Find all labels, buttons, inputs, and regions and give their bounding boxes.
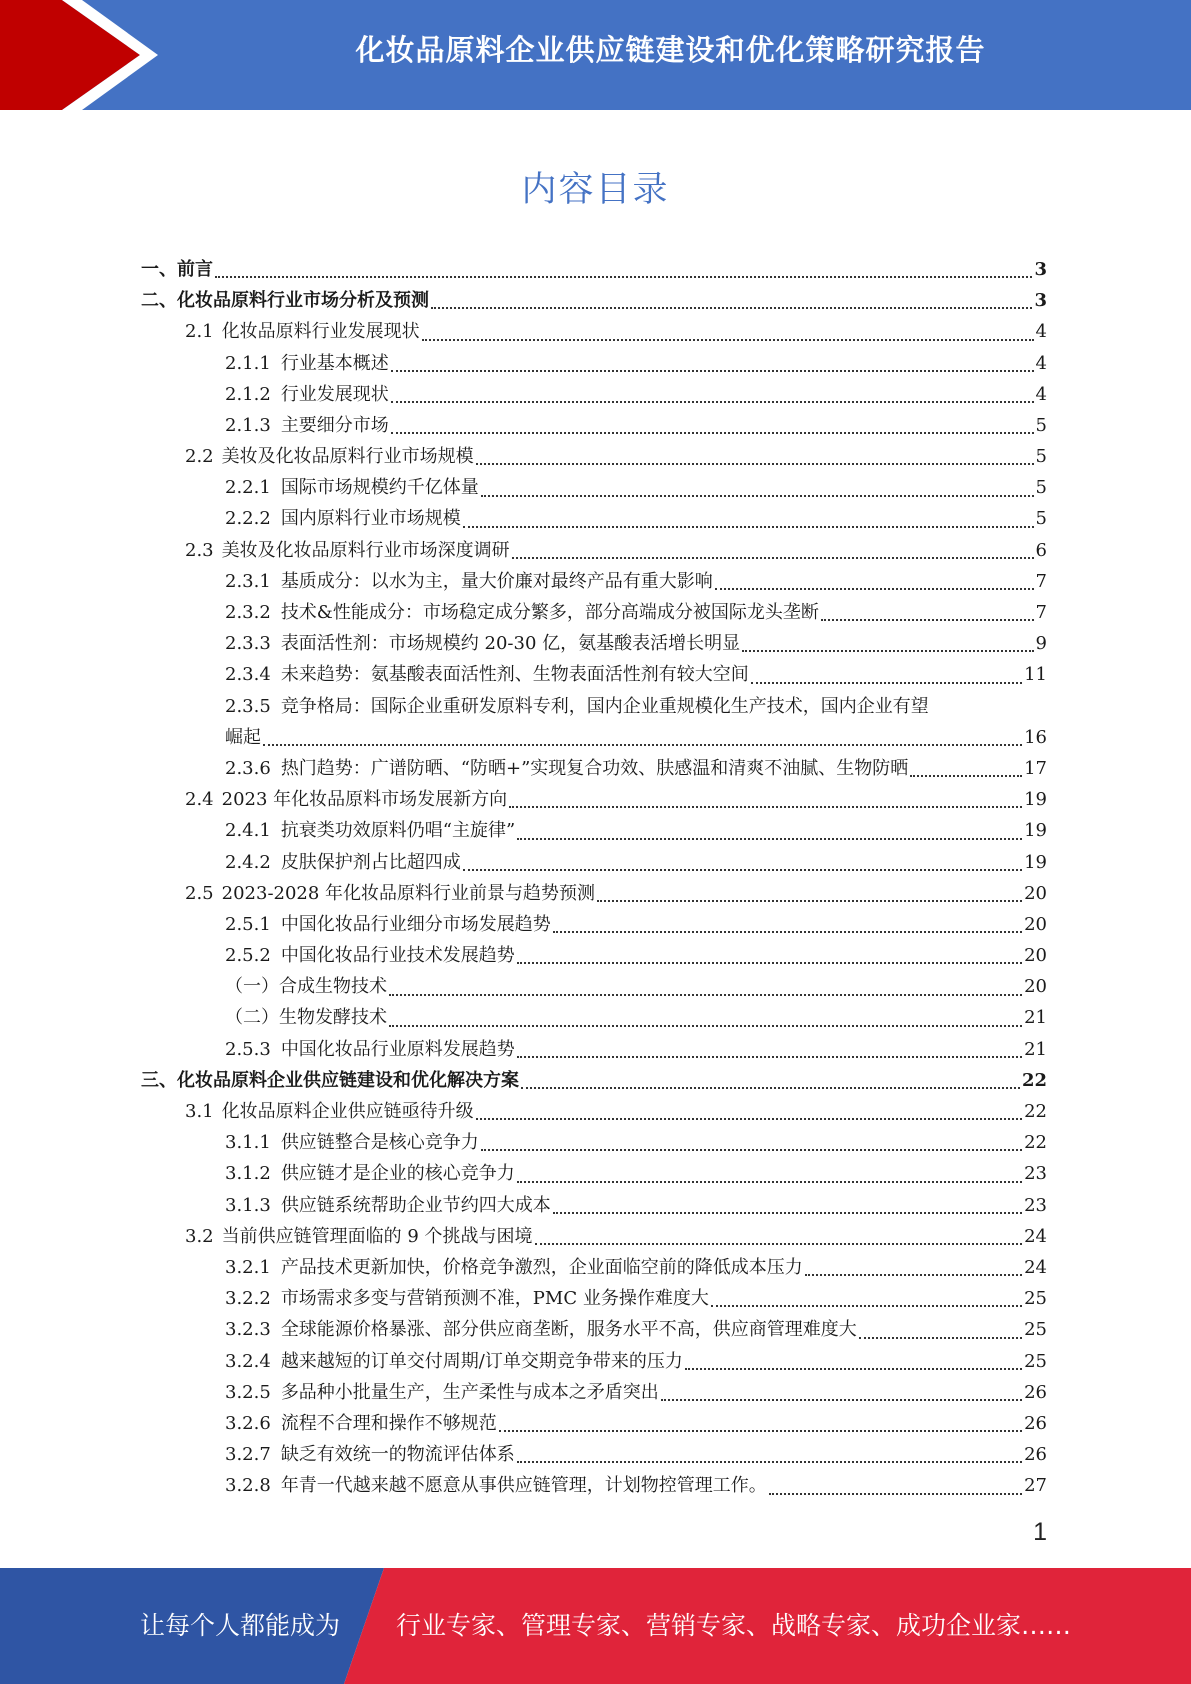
toc-entry-number: 3.2.7 [225, 1444, 271, 1466]
toc-entry[interactable] [141, 878, 1047, 909]
toc-entry[interactable] [141, 1408, 1047, 1439]
toc-dot-leader [521, 1086, 1020, 1089]
toc-entry-number: 2.2 [185, 446, 214, 468]
toc-entry-title: （一）合成生物技术 [225, 976, 387, 998]
toc-entry-number: 2.1 [185, 321, 214, 343]
toc-entry[interactable] [141, 1221, 1047, 1252]
toc-entry-page: 24 [1024, 1256, 1047, 1278]
toc-entry-number: 3.2 [185, 1225, 214, 1247]
toc-dot-leader [859, 1336, 1022, 1339]
toc-entry-number: 2.3.2 [225, 602, 271, 624]
toc-entry-number: 2.4.1 [225, 820, 271, 842]
page-number: 1 [1033, 1518, 1047, 1546]
toc-entry-page: 9 [1035, 633, 1047, 655]
toc-entry-number: 3.2.3 [225, 1319, 271, 1341]
toc-entry-number: 2.1.3 [225, 414, 271, 436]
toc-entry[interactable] [141, 597, 1047, 628]
toc-dot-leader [476, 462, 1034, 465]
toc-entry-page: 25 [1024, 1319, 1047, 1341]
toc-dot-leader [769, 1492, 1022, 1495]
toc-dot-leader [391, 369, 1034, 372]
toc-dot-leader [512, 556, 1034, 559]
toc-entry[interactable] [141, 1003, 1047, 1034]
toc-entry-page: 19 [1024, 851, 1047, 873]
toc-entry-title: 表面活性剂：市场规模约 20-30 亿，氨基酸表活增长明显 [280, 633, 741, 655]
toc-dot-leader [597, 899, 1022, 902]
toc-entry[interactable] [141, 940, 1047, 971]
toc-entry-title: 国内原料行业市场规模 [280, 508, 461, 530]
toc-entry-number: 3.1.2 [225, 1163, 271, 1185]
toc-entry-title: 化妆品原料行业发展现状 [221, 321, 420, 343]
toc-dot-leader [517, 961, 1022, 964]
toc-entry[interactable] [141, 410, 1047, 441]
toc-entry-page: 3 [1034, 258, 1047, 280]
toc-entry-number: 2.3.5 [225, 695, 271, 717]
toc-entry-page: 16 [1024, 726, 1047, 748]
header-chevron-icon [0, 0, 160, 110]
toc-dot-leader [422, 338, 1034, 341]
toc-entry-title: 抗衰类功效原料仍唱“主旋律” [280, 820, 516, 842]
toc-entry-number: 2.1.2 [225, 383, 271, 405]
toc-entry[interactable] [141, 722, 1047, 753]
toc-entry-title: 化妆品原料企业供应链亟待升级 [221, 1101, 474, 1123]
toc-entry-page: 6 [1035, 539, 1047, 561]
toc-dot-leader [517, 1460, 1022, 1463]
toc-entry-title: 供应链系统帮助企业节约四大成本 [280, 1194, 551, 1216]
toc-dot-leader [742, 649, 1033, 652]
toc-entry-title: 流程不合理和操作不够规范 [280, 1412, 497, 1434]
toc-entry[interactable] [141, 847, 1047, 878]
toc-entry-page: 23 [1024, 1163, 1047, 1185]
toc-dot-leader [391, 431, 1034, 434]
toc-entry-page: 7 [1035, 570, 1047, 592]
toc-entry[interactable] [141, 441, 1047, 472]
toc-entry-number: 3.1.3 [225, 1194, 271, 1216]
toc-entry-title: 未来趋势：氨基酸表面活性剂、生物表面活性剂有较大空间 [280, 664, 749, 686]
toc-entry-number: 2.5.1 [225, 913, 271, 935]
toc-entry-number: 2.3.1 [225, 570, 271, 592]
toc-entry-page: 19 [1024, 789, 1047, 811]
toc-entry-page: 23 [1024, 1194, 1047, 1216]
toc-entry-page: 4 [1035, 383, 1047, 405]
toc-entry-page: 24 [1024, 1225, 1047, 1247]
toc-dot-leader [463, 525, 1034, 528]
toc-dot-leader [517, 1180, 1022, 1183]
toc-dot-leader [535, 1242, 1023, 1245]
toc-dot-leader [499, 1429, 1022, 1432]
toc-entry-number: 2.2.1 [225, 477, 271, 499]
toc-entry-title: 崛起 [225, 726, 261, 748]
toc-dot-leader [685, 1367, 1022, 1370]
toc-entry[interactable] [141, 815, 1047, 846]
toc-entry[interactable] [141, 1158, 1047, 1189]
toc-entry-number: 3.2.8 [225, 1475, 271, 1497]
toc-entry-page: 4 [1035, 352, 1047, 374]
toc-entry[interactable] [141, 753, 1047, 784]
toc-entry[interactable] [141, 691, 1047, 722]
toc-entry-title: 皮肤保护剂占比超四成 [280, 851, 461, 873]
toc-entry-title: 国际市场规模约千亿体量 [280, 477, 479, 499]
toc-dot-leader [389, 1024, 1022, 1027]
toc-dot-leader [553, 930, 1022, 933]
toc-entry[interactable] [141, 316, 1047, 347]
toc-entry-title: 当前供应链管理面临的 9 个挑战与困境 [221, 1225, 533, 1247]
toc-entry-page: 7 [1035, 602, 1047, 624]
toc-entry-title: 全球能源价格暴涨、部分供应商垄断，服务水平不高，供应商管理难度大 [280, 1319, 857, 1341]
toc-entry[interactable] [141, 971, 1047, 1002]
toc-entry-page: 19 [1024, 820, 1047, 842]
toc-entry-page: 20 [1024, 913, 1047, 935]
toc-entry-title: 越来越短的订单交付周期/订单交期竞争带来的压力 [280, 1350, 683, 1372]
toc-entry[interactable] [141, 1314, 1047, 1345]
toc-entry[interactable] [141, 1127, 1047, 1158]
toc-entry-title: 供应链才是企业的核心竞争力 [280, 1163, 515, 1185]
toc-entry-number: 2.1.1 [225, 352, 271, 374]
toc-entry-title: 化妆品原料行业市场分析及预测 [177, 290, 429, 312]
toc-entry-page: 4 [1035, 321, 1047, 343]
toc-entry-page: 26 [1024, 1444, 1047, 1466]
toc-entry[interactable] [141, 659, 1047, 690]
toc-entry-number: 2.5 [185, 882, 214, 904]
toc-entry[interactable] [141, 348, 1047, 379]
toc-entry-page: 20 [1024, 945, 1047, 967]
toc-entry-title: 产品技术更新加快，价格竞争激烈，企业面临空前的降低成本压力 [280, 1256, 803, 1278]
footer-slogan-right: 行业专家、管理专家、营销专家、战略专家、成功企业家…… [396, 1611, 1072, 1640]
toc-dot-leader [553, 1211, 1022, 1214]
toc-dot-leader [821, 618, 1034, 621]
toc-dot-leader [711, 1304, 1022, 1307]
toc-entry-number: 2.3 [185, 539, 214, 561]
toc-entry[interactable] [141, 1096, 1047, 1127]
toc-entry-page: 5 [1035, 446, 1047, 468]
toc-entry-page: 27 [1024, 1475, 1047, 1497]
toc-entry-number: 2.4.2 [225, 851, 271, 873]
toc-dot-leader [661, 1398, 1022, 1401]
toc-dot-leader [431, 306, 1032, 309]
toc-entry-number: 2.3.6 [225, 757, 271, 779]
toc-entry-title: 行业基本概述 [280, 352, 389, 374]
toc-entry-number: 3.1.1 [225, 1132, 271, 1154]
toc-entry-title: 2023-2028 年化妆品原料行业前景与趋势预测 [221, 882, 596, 904]
toc-entry-title: 前言 [177, 258, 213, 280]
footer-slogan-left: 让每个人都能成为 [140, 1611, 341, 1640]
toc-dot-leader [389, 993, 1022, 996]
table-of-contents [141, 254, 1047, 1502]
toc-dot-leader [715, 587, 1034, 590]
document-title: 化妆品原料企业供应链建设和优化策略研究报告 [355, 33, 986, 67]
toc-entry-number: 3.2.5 [225, 1381, 271, 1403]
footer-banner [0, 1568, 1191, 1684]
toc-entry[interactable] [141, 254, 1047, 285]
toc-entry-title: 中国化妆品行业细分市场发展趋势 [280, 913, 551, 935]
toc-entry-number: 3.2.2 [225, 1288, 271, 1310]
toc-entry-title: 缺乏有效统一的物流评估体系 [280, 1444, 515, 1466]
toc-entry-page: 5 [1035, 477, 1047, 499]
toc-entry-number: 2.5.3 [225, 1038, 271, 1060]
toc-dot-leader [517, 837, 1022, 840]
toc-entry-title: 市场需求多变与营销预测不准，PMC 业务操作难度大 [280, 1288, 709, 1310]
header-banner [0, 0, 1191, 110]
toc-entry-number: 二、 [141, 290, 177, 312]
toc-entry-page: 20 [1024, 882, 1047, 904]
toc-entry-number: 3.1 [185, 1101, 214, 1123]
toc-entry-page: 26 [1024, 1381, 1047, 1403]
toc-entry-title: 基质成分：以水为主，量大价廉对最终产品有重大影响 [280, 570, 713, 592]
toc-entry-number: 2.3.4 [225, 664, 271, 686]
toc-entry-number: 2.5.2 [225, 945, 271, 967]
toc-entry[interactable] [141, 784, 1047, 815]
toc-entry[interactable] [141, 472, 1047, 503]
toc-entry[interactable] [141, 1346, 1047, 1377]
toc-entry-title: 中国化妆品行业技术发展趋势 [280, 945, 515, 967]
toc-entry-page: 26 [1024, 1412, 1047, 1434]
toc-entry-number: 2.2.2 [225, 508, 271, 530]
toc-entry[interactable] [141, 1470, 1047, 1501]
toc-entry-number: 3.2.1 [225, 1256, 271, 1278]
toc-dot-leader [481, 494, 1034, 497]
toc-entry-title: 供应链整合是核心竞争力 [280, 1132, 479, 1154]
toc-dot-leader [263, 743, 1022, 746]
toc-entry-page: 22 [1024, 1101, 1047, 1123]
toc-entry[interactable] [141, 1190, 1047, 1221]
toc-entry-page: 21 [1024, 1038, 1047, 1060]
toc-entry-page: 22 [1021, 1069, 1047, 1091]
toc-entry-page: 5 [1035, 508, 1047, 530]
toc-entry-page: 21 [1024, 1007, 1047, 1029]
toc-entry-title: 美妆及化妆品原料行业市场深度调研 [221, 539, 510, 561]
toc-entry-page: 11 [1024, 664, 1047, 686]
toc-entry-number: 3.2.4 [225, 1350, 271, 1372]
toc-dot-leader [463, 868, 1022, 871]
toc-entry-page: 20 [1024, 976, 1047, 998]
toc-entry[interactable] [141, 909, 1047, 940]
toc-entry-title: 竞争格局：国际企业重研发原料专利，国内企业重规模化生产技术，国内企业有望 [280, 695, 929, 717]
toc-dot-leader [509, 805, 1022, 808]
toc-entry[interactable] [141, 1034, 1047, 1065]
toc-entry-page: 17 [1024, 757, 1047, 779]
toc-entry-number: 2.4 [185, 789, 214, 811]
toc-entry-title: 美妆及化妆品原料行业市场规模 [221, 446, 474, 468]
toc-entry-number: 3.2.6 [225, 1412, 271, 1434]
toc-entry-number: 2.3.3 [225, 633, 271, 655]
toc-entry[interactable] [141, 285, 1047, 316]
toc-entry[interactable] [141, 1283, 1047, 1314]
toc-entry-title: 2023 年化妆品原料市场发展新方向 [221, 789, 508, 811]
toc-entry[interactable] [141, 504, 1047, 535]
toc-entry-number: 三、 [141, 1069, 177, 1091]
toc-dot-leader [476, 1117, 1022, 1120]
toc-entry[interactable] [141, 628, 1047, 659]
toc-dot-leader [391, 400, 1034, 403]
toc-entry[interactable] [141, 1252, 1047, 1283]
toc-entry[interactable] [141, 1439, 1047, 1470]
toc-dot-leader [215, 275, 1032, 278]
toc-entry-number: 一、 [141, 258, 177, 280]
toc-entry-title: （二）生物发酵技术 [225, 1007, 387, 1029]
toc-entry-title: 化妆品原料企业供应链建设和优化解决方案 [177, 1069, 519, 1091]
toc-entry-title: 多品种小批量生产，生产柔性与成本之矛盾突出 [280, 1381, 659, 1403]
toc-entry[interactable] [141, 566, 1047, 597]
toc-entry-title: 年青一代越来越不愿意从事供应链管理，计划物控管理工作。 [280, 1475, 767, 1497]
toc-entry[interactable] [141, 535, 1047, 566]
toc-entry-title: 技术&性能成分：市场稳定成分繁多，部分高端成分被国际龙头垄断 [280, 602, 819, 624]
toc-dot-leader [910, 774, 1022, 777]
toc-entry-title: 主要细分市场 [280, 414, 389, 436]
toc-entry-page: 3 [1034, 290, 1047, 312]
toc-entry[interactable] [141, 1377, 1047, 1408]
toc-entry-title: 行业发展现状 [280, 383, 389, 405]
toc-entry-page: 22 [1024, 1132, 1047, 1154]
toc-entry[interactable] [141, 379, 1047, 410]
toc-dot-leader [481, 1148, 1022, 1151]
toc-entry[interactable] [141, 1065, 1047, 1096]
toc-dot-leader [751, 681, 1022, 684]
toc-entry-page: 25 [1024, 1288, 1047, 1310]
toc-entry-title: 中国化妆品行业原料发展趋势 [280, 1038, 515, 1060]
toc-heading: 内容目录 [521, 170, 670, 210]
toc-entry-title: 热门趋势：广谱防晒、“防晒+”实现复合功效、肤感温和清爽不油腻、生物防晒 [280, 757, 909, 779]
toc-entry-page: 5 [1035, 414, 1047, 436]
toc-dot-leader [805, 1273, 1022, 1276]
toc-dot-leader [517, 1055, 1022, 1058]
toc-entry-page: 25 [1024, 1350, 1047, 1372]
